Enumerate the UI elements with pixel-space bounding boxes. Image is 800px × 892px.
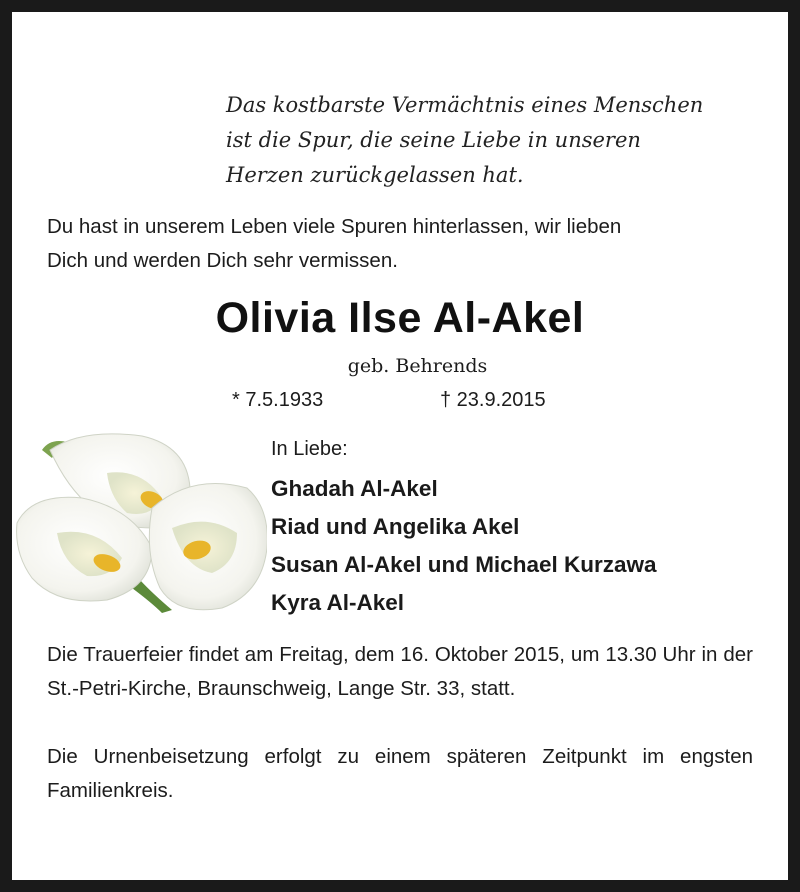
mourner-name: Kyra Al-Akel [271,590,404,615]
death-date: † 23.9.2015 [440,389,546,411]
mourner-name: Ghadah Al-Akel [271,476,438,501]
urn-burial-info: Die Urnenbeisetzung erfolgt zu einem späteren Zeitpunkt im engsten Familienkreis. [47,745,753,802]
birth-date: * 7.5.1933 [232,389,324,411]
memorial-quote: Das kostbarste Vermächtnis eines Menschen ist die Spur, die seine Liebe in unseren Herzen zurückgelassen hat. [226,93,704,187]
mourners-list [271,470,657,622]
mourners-heading: In Liebe: [271,438,348,460]
calla-lilies-icon [12,428,267,618]
intro-text: Du hast in unserem Leben viele Spuren hinterlassen, wir lieben Dich und werden Dich sehr vermissen. [47,215,622,272]
ceremony-info: Die Trauerfeier findet am Freitag, dem 16. Oktober 2015, um 13.30 Uhr in der St.-Petri-Kirche, Braunschweig, Lange Str. 33, statt. [47,643,753,700]
mourner-name: Riad und Angelika Akel [271,514,520,539]
mourner-name: Susan Al-Akel und Michael Kurzawa [271,552,657,577]
deceased-name: Olivia Ilse Al-Akel [215,294,585,342]
maiden-name: geb. Behrends [347,355,488,377]
